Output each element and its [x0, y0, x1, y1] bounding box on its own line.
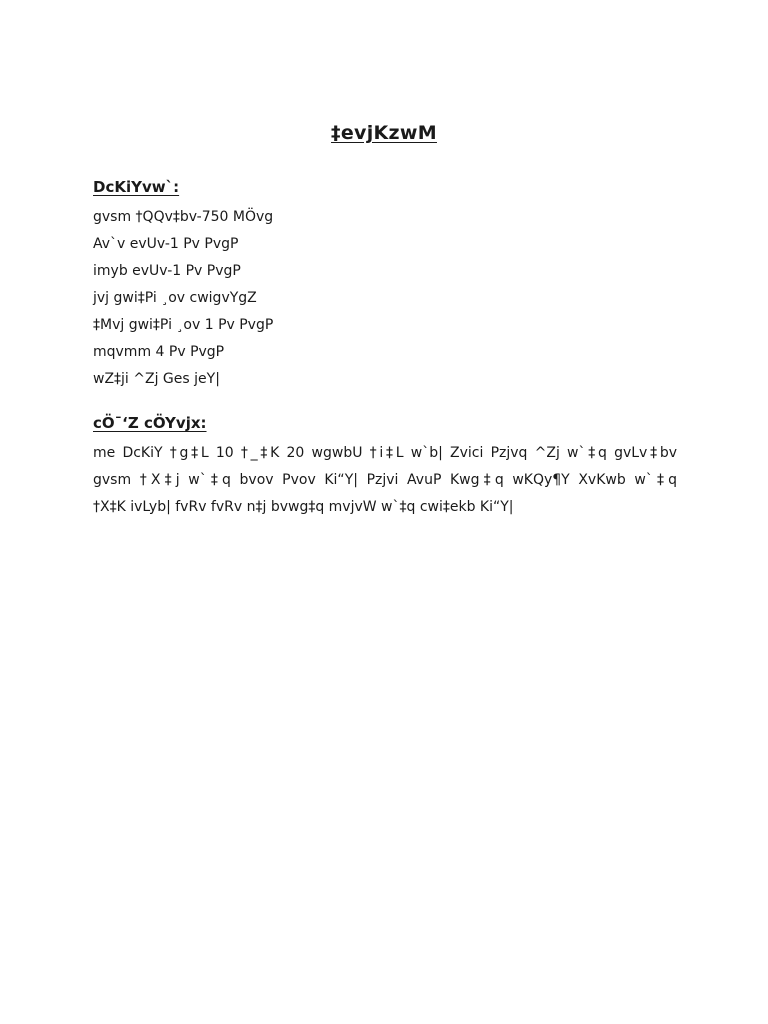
ingredient-item: gvsm †QQv‡bv-750 MÖvg — [93, 209, 274, 225]
method-line: gvsm †X‡j w`‡q bvov Pvov Ki“Y| Pzjvi AvuP Kwg‡q wKQy¶Y XvKwb w`‡q — [93, 472, 677, 488]
method-section — [93, 412, 677, 521]
ingredients-section — [93, 176, 677, 393]
method-paragraph — [93, 440, 677, 521]
ingredient-item: jvj gwi‡Pi ¸ov cwigvYgZ — [93, 290, 257, 306]
ingredients-heading: DcKiYvw`: — [93, 178, 180, 196]
ingredient-item: ‡Mvj gwi‡Pi ¸ov 1 Pv PvgP — [93, 317, 274, 333]
ingredient-item: Av`v evUv-1 Pv PvgP — [93, 236, 239, 252]
ingredient-item: imyb evUv-1 Pv PvgP — [93, 263, 241, 279]
ingredient-list — [93, 204, 677, 393]
page-title: ‡evjKzwM — [331, 122, 437, 144]
method-line: me DcKiY †g‡L 10 †_‡K 20 wgwbU †i‡L w`b| Zvici Pzjvq ^Zj w`‡q gvLv‡bv — [93, 445, 677, 461]
ingredient-item: mqvmm 4 Pv PvgP — [93, 344, 225, 360]
method-heading: cÖ¯‘Z cÖYvjx: — [93, 414, 207, 432]
method-line: †X‡K ivLyb| fvRv fvRv n‡j bvwg‡q mvjvW w`‡q cwi‡ekb Ki“Y| — [93, 499, 514, 515]
ingredient-item: wZ‡ji ^Zj Ges jeY| — [93, 371, 220, 387]
